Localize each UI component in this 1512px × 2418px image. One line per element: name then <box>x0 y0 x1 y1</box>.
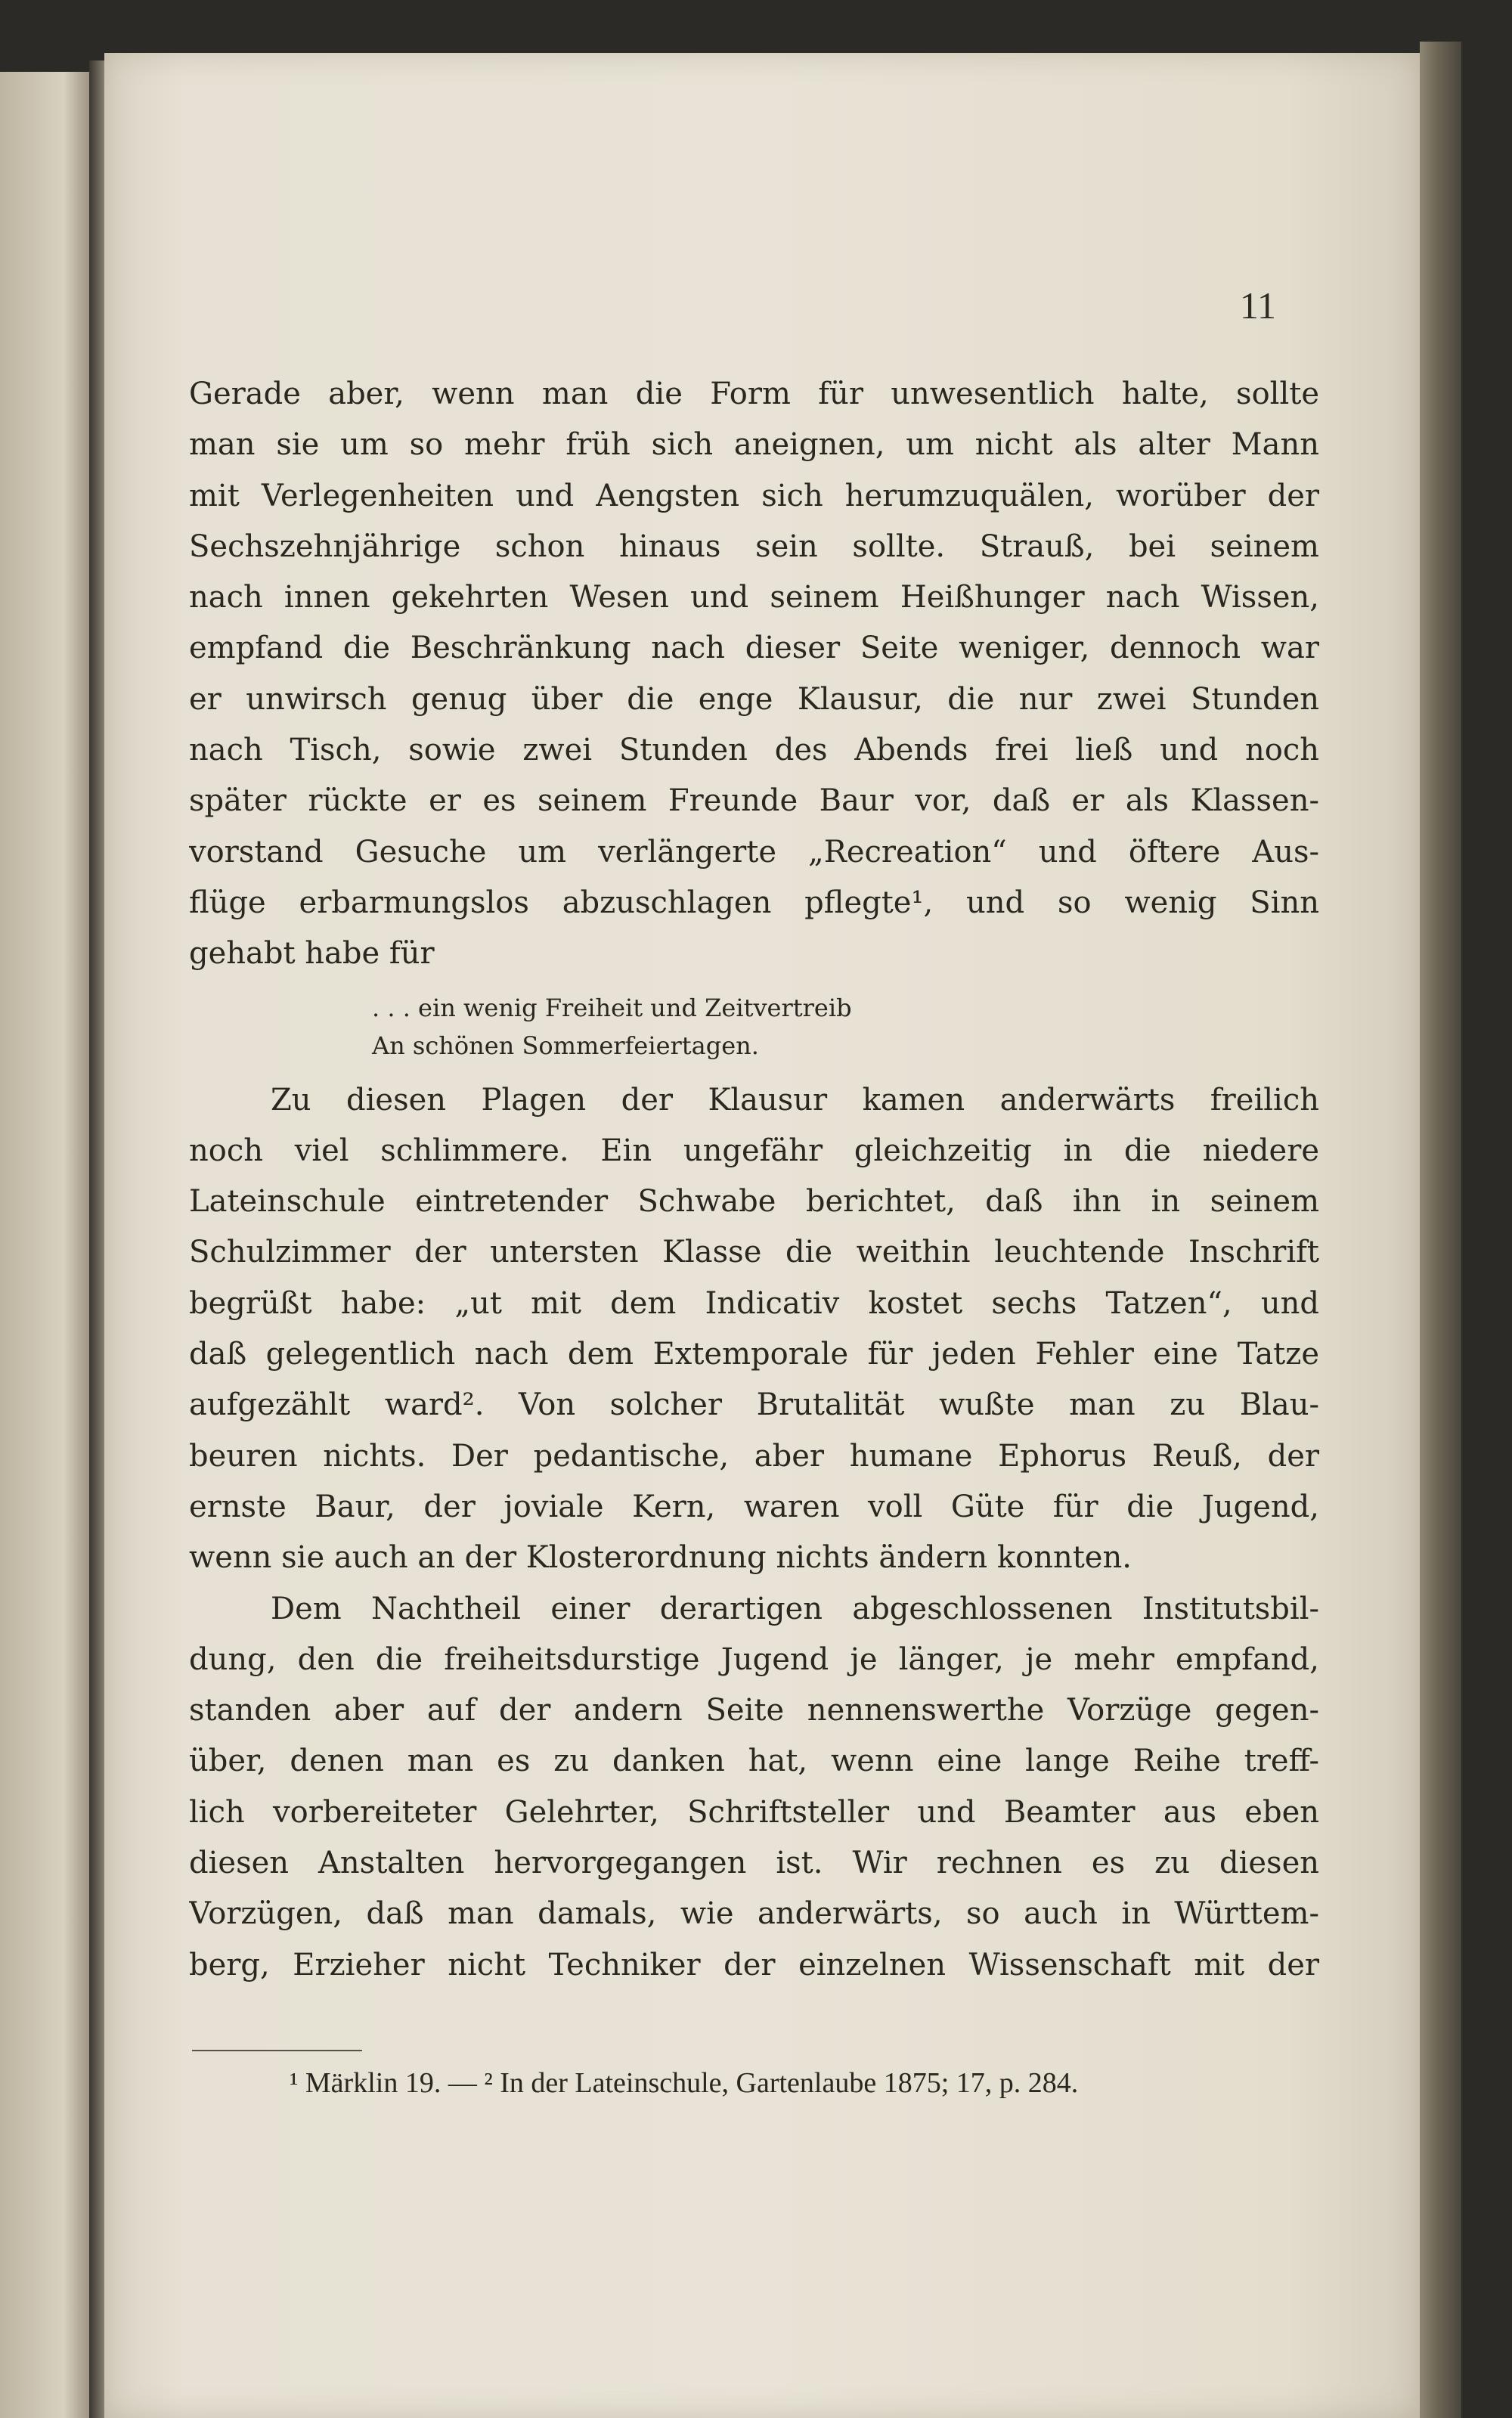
text-line: berg, Erzieher nicht Techniker der einzelnen Wissenschaft mit der <box>189 1947 1319 1982</box>
footnote: ¹ Märklin 19. — ² In der Lateinschule, Gartenlaube 1875; 17, p. 284. <box>290 2067 1079 2099</box>
text-line: wenn sie auch an der Klosterordnung nichts ändern konnten. <box>189 1540 1132 1576</box>
text-line: diesen Anstalten hervorgegangen ist. Wir rechnen es zu diesen <box>189 1846 1319 1881</box>
text-line: gehabt habe für <box>189 936 435 972</box>
quote-line: An schönen Sommerfeiertagen. <box>372 1031 759 1060</box>
text-line: noch viel schlimmere. Ein ungefähr gleichzeitig in die niedere <box>189 1133 1319 1168</box>
text-line: standen aber auf der andern Seite nennenswerthe Vorzüge gegen- <box>189 1693 1319 1728</box>
text-line: nach Tisch, sowie zwei Stunden des Abends frei ließ und noch <box>189 733 1319 768</box>
text-line: er unwirsch genug über die enge Klausur, die nur zwei Stunden <box>189 681 1319 717</box>
text-line: mit Verlegenheiten und Aengsten sich herumzuquälen, worüber der <box>189 478 1319 513</box>
facing-page-edge <box>0 72 91 2418</box>
text-line: beuren nichts. Der pedantische, aber humane Ephorus Reuß, der <box>189 1438 1319 1474</box>
text-line: man sie um so mehr früh sich aneignen, um nicht als alter Mann <box>189 427 1319 463</box>
text-line: Gerade aber, wenn man die Form für unwesentlich halte, sollte <box>189 377 1319 411</box>
text-line: dung, den die freiheitsdurstige Jugend je länger, je mehr empfand, <box>189 1641 1319 1677</box>
text-line: empfand die Beschränkung nach dieser Seite weniger, dennoch war <box>189 631 1319 666</box>
text-line: Sechszehnjährige schon hinaus sein sollte. Strauß, bei seinem <box>189 529 1319 564</box>
body-text <box>189 369 1319 1991</box>
text-line: flüge erbarmungslos abzuschlagen pflegte¹, und so wenig Sinn <box>189 885 1319 920</box>
text-line: Lateinschule eintretender Schwabe berichtet, daß ihn in seinem <box>189 1184 1319 1220</box>
text-line: lich vorbereiteter Gelehrter, Schriftsteller und Beamter aus eben <box>189 1794 1319 1830</box>
text-line: Schulzimmer der untersten Klasse die weithin leuchtende Inschrift <box>189 1235 1319 1270</box>
page-number: 11 <box>1239 284 1276 327</box>
text-line: vorstand Gesuche um verlängerte „Recreation“ und öftere Aus- <box>189 834 1319 870</box>
text-line: über, denen man es zu danken hat, wenn eine lange Reihe treff- <box>189 1744 1319 1779</box>
text-line: aufgezählt ward². Von solcher Brutalität wußte man zu Blau- <box>189 1387 1319 1423</box>
page-block-edge <box>1420 42 1461 2418</box>
footnote-rule <box>192 2050 362 2051</box>
text-line: begrüßt habe: „ut mit dem Indicativ kostet sechs Tatzen“, und <box>189 1285 1319 1321</box>
quote-line: . . . ein wenig Freiheit und Zeitvertreib <box>372 993 852 1022</box>
text-line: daß gelegentlich nach dem Extemporale für jeden Fehler eine Tatze <box>189 1337 1319 1372</box>
book-page <box>104 53 1420 2418</box>
book-gutter <box>89 60 106 2418</box>
verse-quote <box>189 980 1319 1075</box>
text-line: später rückte er es seinem Freunde Baur vor, daß er als Klassen- <box>189 783 1319 819</box>
text-line: Dem Nachtheil einer derartigen abgeschlossenen Institutsbil- <box>271 1591 1319 1626</box>
text-line: Zu diesen Plagen der Klausur kamen anderwärts freilich <box>271 1082 1319 1118</box>
text-line: ernste Baur, der joviale Kern, waren voll Güte für die Jugend, <box>189 1489 1319 1524</box>
text-line: Vorzügen, daß man damals, wie anderwärts, so auch in Württem- <box>189 1896 1319 1932</box>
text-line: nach innen gekehrten Wesen und seinem Heißhunger nach Wissen, <box>189 580 1319 615</box>
